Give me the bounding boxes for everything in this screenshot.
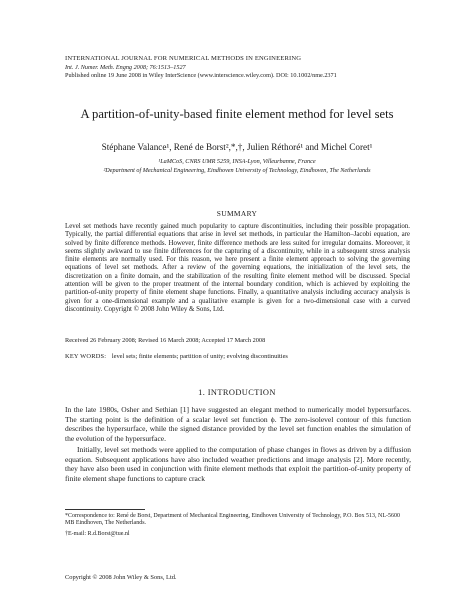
intro-paragraph-1-text: In the late 1980s, Osher and Sethian [1] have suggested an elegant method to numerically model hypersurfaces. The starting point is the definition of a scalar level set function ϕ. The zero-isolevel contour of this function describes the hypersurface, while the signed distance provided by the level set function enables the simulation of the evolution of the hypersurface. [65, 405, 411, 443]
author-list: Stéphane Valance¹, René de Borst²,*,†, Julien Réthoré¹ and Michel Coret¹ [101, 142, 373, 152]
keywords-text: level sets; finite elements; partition of unity; evolving discontinuities [111, 353, 288, 360]
journal-name: INTERNATIONAL JOURNAL FOR NUMERICAL METHODS IN ENGINEERING [65, 55, 302, 62]
intro-paragraph-1 [65, 405, 411, 443]
footnote-divider [65, 509, 145, 510]
keywords [65, 353, 288, 360]
paper-title: A partition-of-unity-based finite element method for level sets [80, 107, 394, 121]
summary-text: Level set methods have recently gained much popularity to capture discontinuities, including their possible propagation. Typically, the partial differential equations that arise in level set methods, in particular the Hamilton–Jacobi equation, are solved by finite difference methods. However, finite difference methods are less suited for irregular domains. Moreover, it seems slightly awkward to use finite differences for the capturing of a discontinuity, while in a subsequent stress analysis finite elements are normally used. For this reason, we here present a finite element approach to solving the governing equations of level set methods. After a review of the governing equations, the initialization of the level sets, the discretization on a finite domain, and the stabilization of the resulting finite element method will be discussed. Special attention will be given to the proper treatment of the internal boundary condition, which is achieved by exploiting the partition-of-unity property of finite element shape functions. Finally, a quantitative analysis including accuracy analysis is given for a one-dimensional example and a qualitative example is given for a two-dimensional case with a curved discontinuity. Copyright © 2008 John Wiley & Sons, Ltd. [65, 223, 410, 313]
footnote-correspondence: *Correspondence to: René de Borst, Department of Mechanical Engineering, Eindhoven University of Technology, P.O. Box 513, NL-5600 MB Eindhoven, The Netherlands. [65, 513, 401, 527]
journal-citation: Int. J. Numer. Meth. Engng 2008; 76:1513–1527 [65, 64, 186, 71]
intro-paragraph-2 [65, 445, 411, 483]
intro-paragraph-2-text: Initially, level set methods were applied to the computation of phase changes in flows as driven by a diffusion equation. Subsequent applications have also included weather predictions and image analysis [2]. More recently, they have also been used in conjunction with finite element methods that exploit the partition-of-unity property of finite element shape functions to capture crack [65, 445, 411, 483]
received-dates: Received 26 February 2008; Revised 16 March 2008; Accepted 17 March 2008 [65, 337, 266, 344]
publication-info: Published online 19 June 2008 in Wiley InterScience (www.interscience.wiley.com). DOI: 10.1002/nme.2371 [65, 72, 337, 79]
affiliation-2: ²Department of Mechanical Engineering, Eindhoven University of Technology, Eindhoven, The Netherlands [103, 167, 371, 174]
summary-heading: SUMMARY [216, 209, 258, 218]
affiliation-1: ¹LaMCoS, CNRS UMR 5259, INSA-Lyon, Villeurbanne, France [158, 158, 316, 165]
footnote-email: †E-mail: R.d.Borst@tue.nl [65, 531, 130, 537]
introduction-heading: 1. INTRODUCTION [198, 388, 276, 397]
copyright-footer: Copyright © 2008 John Wiley & Sons, Ltd. [65, 574, 177, 581]
keywords-label: KEY WORDS: [65, 353, 107, 360]
